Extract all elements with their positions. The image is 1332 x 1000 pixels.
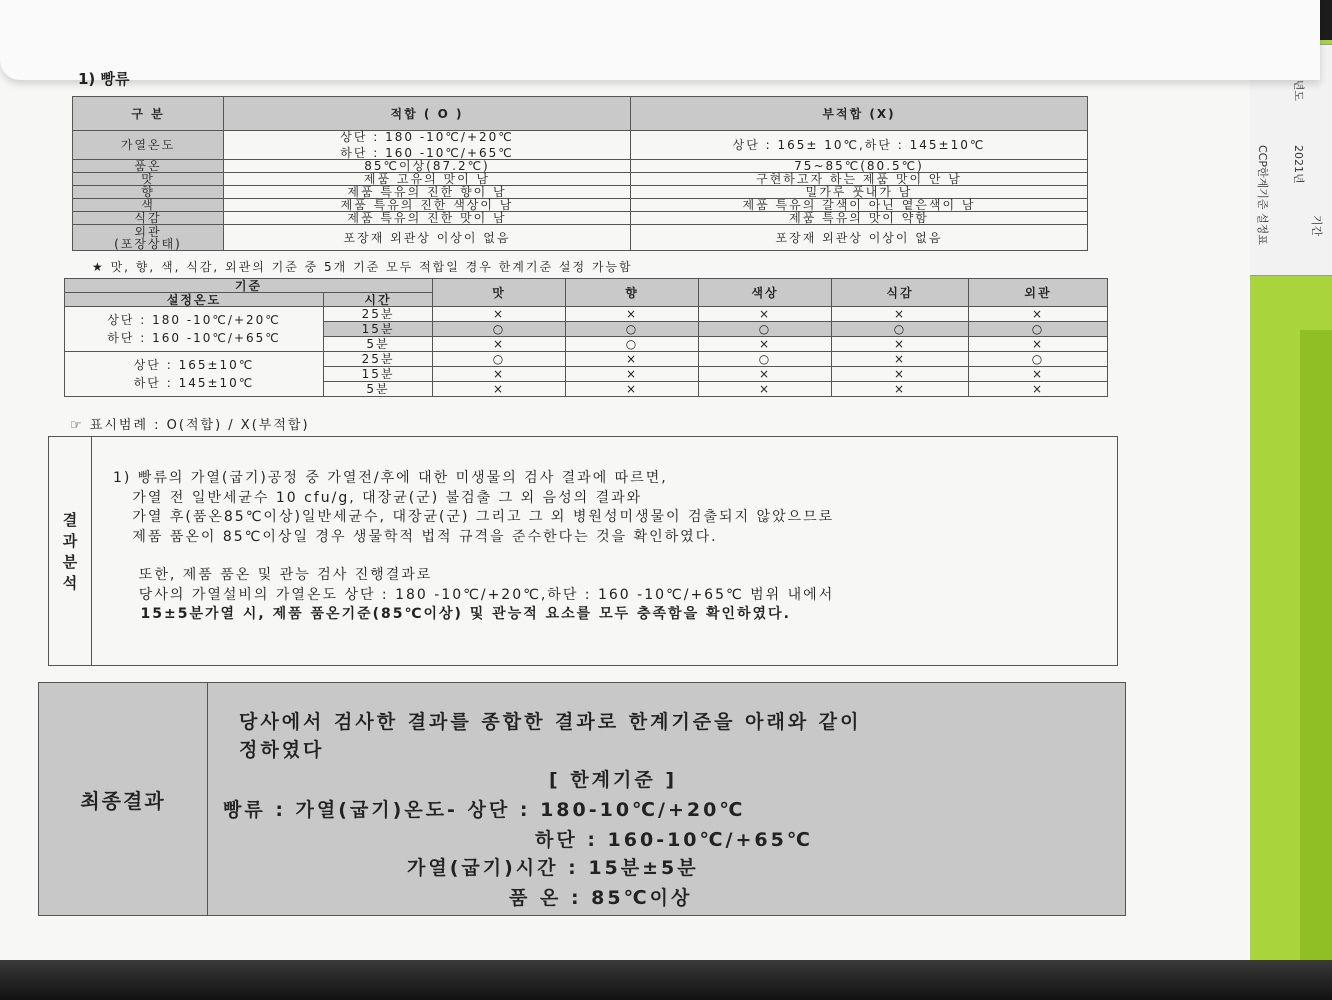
result-cell: ○ <box>832 322 969 337</box>
result-cell: ○ <box>969 352 1108 367</box>
binder-col3: 기간 <box>1310 215 1323 237</box>
row-ng: 상단 : 165± 10℃,하단 : 145±10℃ <box>631 131 1088 160</box>
result-cell: × <box>832 337 969 352</box>
binder-col2: 2021년 <box>1292 145 1305 184</box>
time-cell: 15분 <box>324 367 433 382</box>
analysis-label-char: 석 <box>62 574 78 592</box>
row-ok: 제품 특유의 진한 맛이 남 <box>224 212 631 225</box>
analysis-line: 15±5분가열 시, 제품 품온기준(85℃이상) 및 관능적 요소를 모두 충족함을 확인하였다. <box>113 606 791 622</box>
temp-lower: 하단 : 145±10℃ <box>133 376 255 390</box>
temp-cell <box>65 307 324 352</box>
result-cell: × <box>832 307 969 322</box>
final-line4: 하단 : 160-10℃/+65℃ <box>535 829 813 851</box>
header-time: 시간 <box>324 293 433 307</box>
row-label: 식감 <box>73 212 224 225</box>
result-cell: × <box>699 382 832 397</box>
result-cell: ○ <box>433 322 566 337</box>
result-cell: × <box>969 367 1108 382</box>
result-cell: × <box>566 367 699 382</box>
result-cell: ○ <box>566 322 699 337</box>
ok-line-upper: 상단 : 180 -10℃/+20℃ <box>340 130 514 144</box>
time-cell: 5분 <box>324 337 433 352</box>
row-ok <box>224 131 631 160</box>
result-cell: × <box>969 382 1108 397</box>
row-ok: 제품 특유의 진한 색상이 남 <box>224 199 631 212</box>
bottom-shadow <box>0 960 1332 1000</box>
analysis-box <box>48 436 1118 666</box>
analysis-label <box>49 437 92 665</box>
header-ok: 적합 ( O ) <box>224 97 631 131</box>
analysis-line: 제품 품온이 85℃이상일 경우 생물학적 법적 규격을 준수한다는 것을 확인하였다. <box>113 528 718 545</box>
final-line6: 품 온 : 85℃이상 <box>509 887 693 909</box>
analysis-line: 1) 빵류의 가열(굽기)공정 중 가열전/후에 대한 미생물의 검사 결과에 따르면, <box>113 470 668 486</box>
result-cell: × <box>832 382 969 397</box>
legend-note: ☞ 표시범례 : O(적합) / X(부적합) <box>70 418 310 433</box>
row-ok: 포장재 외관상 이상이 없음 <box>224 225 631 251</box>
row-ng: 제품 특유의 맛이 약함 <box>631 212 1088 225</box>
row-label: 맛 <box>73 173 224 186</box>
row-ng: 포장재 외관상 이상이 없음 <box>631 225 1088 251</box>
result-cell: ○ <box>566 337 699 352</box>
ok-line-lower: 하단 : 160 -10℃/+65℃ <box>340 146 514 160</box>
analysis-line: 당사의 가열설비의 가열온도 상단 : 180 -10℃/+20℃,하단 : 160 -10℃/+65℃ 범위 내에서 <box>113 586 835 603</box>
header-category: 구 분 <box>73 97 224 131</box>
criteria-table <box>72 96 1088 251</box>
result-cell: × <box>566 382 699 397</box>
analysis-line: 가열 후(품온85℃이상)일반세균수, 대장균(군) 그리고 그 외 병원성미생물이 검출되지 않았으므로 <box>113 509 835 525</box>
row-label: 가열온도 <box>73 131 224 160</box>
time-cell: 5분 <box>324 382 433 397</box>
result-cell: × <box>566 352 699 367</box>
result-cell: × <box>969 307 1108 322</box>
result-cell: ○ <box>699 352 832 367</box>
result-cell: × <box>699 337 832 352</box>
result-cell: × <box>433 307 566 322</box>
result-cell: ○ <box>969 322 1108 337</box>
section-heading: 1) 빵류 <box>78 70 130 88</box>
row-ok: 제품 특유의 진한 향이 남 <box>224 186 631 199</box>
col-header-taste: 맛 <box>433 279 566 307</box>
col-header-texture: 식감 <box>832 279 969 307</box>
row-ok: 제품 고유의 맛이 남 <box>224 173 631 186</box>
result-cell: ○ <box>433 352 566 367</box>
col-header-appearance: 외관 <box>969 279 1108 307</box>
col-header-aroma: 향 <box>566 279 699 307</box>
row-ng: 75~85℃(80.5℃) <box>631 160 1088 173</box>
row-label: 품온 <box>73 160 224 173</box>
test-result-table <box>64 278 1108 397</box>
final-result-box <box>38 682 1126 916</box>
result-cell: × <box>832 352 969 367</box>
time-cell: 25분 <box>324 307 433 322</box>
final-label: 최종결과 <box>39 683 208 915</box>
row-ng: 밀가루 풋내가 남 <box>631 186 1088 199</box>
row-ng: 제품 특유의 갈색이 아닌 옅은색이 남 <box>631 199 1088 212</box>
analysis-label-char: 분 <box>62 553 78 571</box>
star-note: ★ 맛, 향, 색, 식감, 외관의 기준 중 5개 기준 모두 적합일 경우 한계기준 설정 가능함 <box>92 260 633 274</box>
header-set-temp: 설정온도 <box>65 293 324 307</box>
final-line2: 정하였다 <box>239 739 325 761</box>
binder-col5: CCP한계기준 설정표 <box>1256 145 1269 245</box>
analysis-label-char: 결 <box>62 511 78 529</box>
result-cell: × <box>699 367 832 382</box>
result-cell: × <box>566 307 699 322</box>
analysis-line <box>113 547 834 566</box>
analysis-line: 가열 전 일반세균수 10 cfu/g, 대장균(군) 불검출 그 외 음성의 결과와 <box>113 489 643 506</box>
row-label: 색 <box>73 199 224 212</box>
row-ng: 구현하고자 하는 제품 맛이 안 남 <box>631 173 1088 186</box>
temp-upper: 상단 : 180 -10℃/+20℃ <box>107 313 281 327</box>
analysis-line: 또한, 제품 품온 및 관능 검사 진행결과로 <box>113 567 433 583</box>
result-cell: ○ <box>699 322 832 337</box>
header-criteria: 기준 <box>65 279 433 293</box>
col-header-color: 색상 <box>699 279 832 307</box>
time-cell: 15분 <box>324 322 433 337</box>
result-cell: × <box>433 367 566 382</box>
analysis-label-char: 과 <box>62 532 78 550</box>
row-ok: 85℃이상(87.2℃) <box>224 160 631 173</box>
header-ng: 부적합 (X) <box>631 97 1088 131</box>
result-cell: × <box>699 307 832 322</box>
row-label: 외관 (포장상태) <box>73 225 224 251</box>
result-cell: × <box>433 382 566 397</box>
result-cell: × <box>969 337 1108 352</box>
final-line5: 가열(굽기)시간 : 15분±5분 <box>407 857 699 879</box>
row-label: 향 <box>73 186 224 199</box>
final-line1: 당사에서 검사한 결과를 종합한 결과로 한계기준을 아래와 같이 <box>239 711 862 733</box>
temp-upper: 상단 : 165±10℃ <box>133 358 255 372</box>
time-cell: 25분 <box>324 352 433 367</box>
temp-cell <box>65 352 324 397</box>
temp-lower: 하단 : 160 -10℃/+65℃ <box>107 331 281 345</box>
final-line3: 빵류 : 가열(굽기)온도- 상단 : 180-10℃/+20℃ <box>223 799 746 821</box>
green-folder-edge <box>1300 330 1332 1000</box>
result-cell: × <box>433 337 566 352</box>
result-cell: × <box>832 367 969 382</box>
final-subtitle: [ 한계기준 ] <box>549 769 678 791</box>
folded-top-sheet <box>0 0 1320 80</box>
analysis-text <box>113 469 834 625</box>
